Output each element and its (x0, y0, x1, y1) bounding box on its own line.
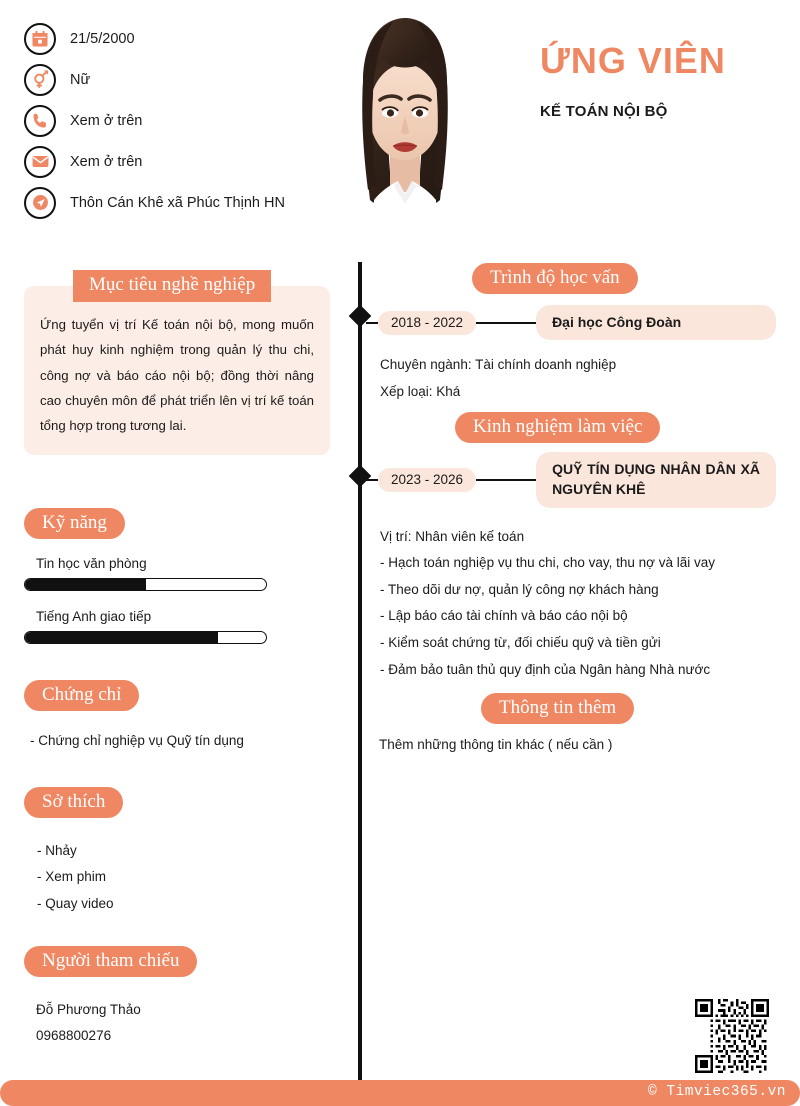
contact-value: Xem ở trên (70, 153, 143, 170)
education-entry (366, 305, 776, 405)
objective-text: Ứng tuyển vị trí Kế toán nội bộ, mong muốn phát huy kinh nghiệm trong quản lý thu chi, công nợ và báo cáo nội bộ; đồng thời nâng cao chuyên môn để phát triển lên vị trí kế toán tổng hợp trong tương lai. (40, 317, 314, 434)
education-detail-line: Xếp loại: Khá (380, 383, 461, 399)
candidate-name: ỨNG VIÊN (540, 40, 726, 81)
hobby-item: - Nhảy (37, 842, 77, 858)
certificates-section (24, 680, 324, 754)
reference-name: Đỗ Phương Thảo (36, 1001, 141, 1017)
skill-item (24, 556, 324, 591)
footer-watermark: © Timviec365.vn (647, 1084, 786, 1100)
skill-progress-fill (25, 579, 146, 590)
gender-icon (24, 64, 56, 96)
contact-item-phone (24, 100, 324, 141)
location-pin-icon (24, 187, 56, 219)
contact-item-email (24, 141, 324, 182)
education-details (380, 352, 776, 405)
experience-duty: - Lập báo cáo tài chính và báo cáo nội bộ (380, 608, 628, 624)
skill-progress-fill (25, 632, 218, 643)
skill-label: Tiếng Anh giao tiếp (36, 608, 152, 624)
experience-details (380, 524, 776, 684)
timeline-stub (366, 479, 378, 481)
experience-entry-row (366, 452, 776, 508)
education-school: Đại học Công Đoàn (536, 305, 776, 340)
job-title: KẾ TOÁN NỘI BỘ (540, 103, 668, 120)
education-date: 2018 - 2022 (378, 311, 476, 335)
contact-value: 21/5/2000 (70, 30, 135, 47)
skill-item (24, 609, 324, 644)
contact-value: Nữ (70, 71, 91, 88)
timeline-connector (476, 322, 536, 324)
skill-progress-bar (24, 631, 267, 644)
experience-heading-wrap (455, 412, 660, 443)
hobby-item: - Quay video (37, 895, 114, 911)
skills-heading: Kỹ năng (24, 508, 125, 539)
calendar-icon (24, 23, 56, 55)
experience-date: 2023 - 2026 (378, 468, 476, 492)
contact-value: Xem ở trên (70, 112, 143, 129)
additional-heading: Thông tin thêm (481, 693, 634, 724)
experience-duty: - Đảm bảo tuân thủ quy định của Ngân hàng Nhà nước (380, 661, 711, 677)
experience-company: QUỸ TÍN DỤNG NHÂN DÂN XÃ NGUYÊN KHÊ (536, 452, 776, 508)
contact-list (24, 18, 324, 223)
experience-heading: Kinh nghiệm làm việc (455, 412, 660, 443)
objective-heading (73, 270, 271, 302)
education-heading-wrap (472, 263, 638, 294)
experience-duty: - Hạch toán nghiệp vụ thu chi, cho vay, thu nợ và lãi vay (380, 555, 716, 571)
contact-value: Thôn Cán Khê xã Phúc Thịnh HN (70, 194, 285, 211)
hobby-item: - Xem phim (37, 869, 107, 885)
experience-entry (366, 452, 776, 683)
timeline-axis (358, 262, 362, 1082)
timeline-connector (476, 479, 536, 481)
reference-section (24, 946, 324, 1050)
contact-item-birthdate (24, 18, 324, 59)
experience-duty: - Theo dõi dư nợ, quản lý công nợ khách hàng (380, 581, 659, 597)
objective-section (24, 286, 330, 455)
email-icon (24, 146, 56, 178)
candidate-photo (330, 4, 480, 244)
additional-body (379, 732, 779, 759)
reference-heading: Người tham chiếu (24, 946, 197, 977)
hobbies-section (24, 787, 324, 917)
education-heading: Trình độ học vấn (472, 263, 638, 294)
qr-code (695, 999, 769, 1073)
education-entry-row (366, 305, 776, 340)
certificate-item: - Chứng chỉ nghiệp vụ Quỹ tín dụng (30, 732, 244, 748)
experience-duty: - Kiểm soát chứng từ, đối chiếu quỹ và tiền gửi (380, 634, 661, 650)
reference-phone: 0968800276 (36, 1028, 112, 1044)
contact-item-address (24, 182, 324, 223)
additional-heading-wrap (481, 693, 634, 724)
skill-label: Tin học văn phòng (36, 555, 147, 571)
objective-heading-label: Mục tiêu nghề nghiệp (73, 270, 271, 302)
phone-icon (24, 105, 56, 137)
timeline-stub (366, 322, 378, 324)
skills-section (24, 508, 324, 662)
additional-text: Thêm những thông tin khác ( nếu cần ) (379, 737, 613, 752)
education-detail-line: Chuyên ngành: Tài chính doanh nghiệp (380, 357, 617, 373)
certificates-heading: Chứng chỉ (24, 680, 139, 711)
contact-item-gender (24, 59, 324, 100)
hobbies-heading: Sở thích (24, 787, 123, 818)
experience-position: Vị trí: Nhân viên kế toán (380, 528, 525, 544)
skill-progress-bar (24, 578, 267, 591)
